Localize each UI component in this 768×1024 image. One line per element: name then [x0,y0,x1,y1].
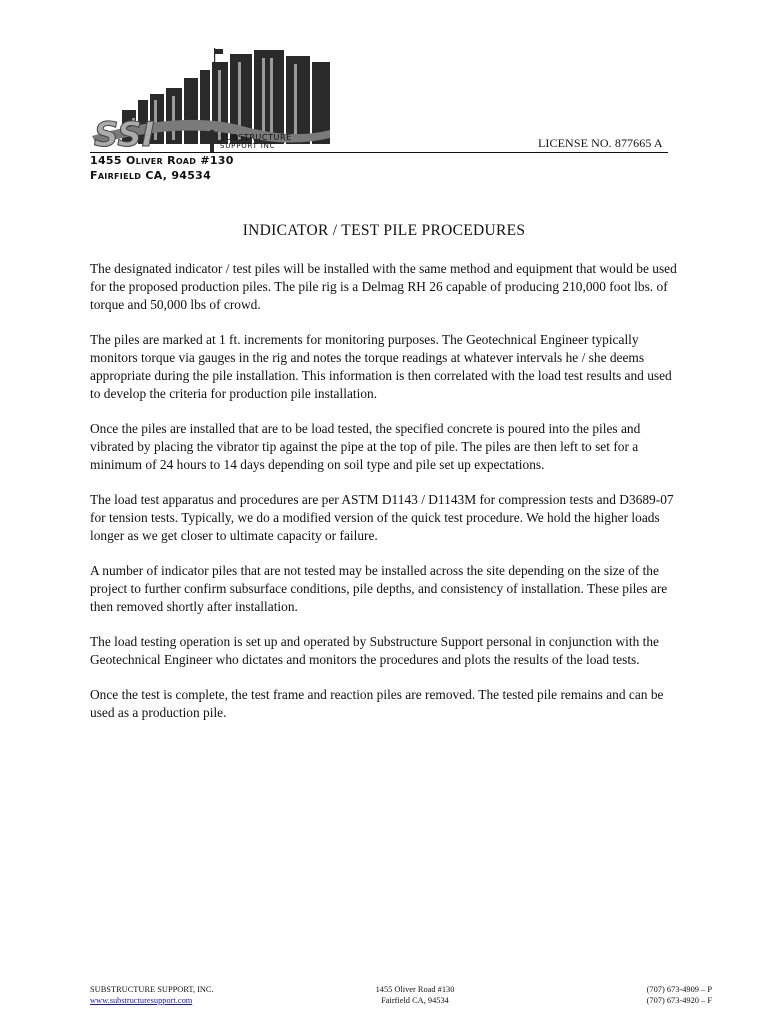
paragraph-7: Once the test is complete, the test frame and reaction piles are removed. The tested pile remains and can be used as a production pile. [90,687,664,720]
footer-fax: (707) 673-4920 – F [646,996,712,1005]
footer-company: SUBSTRUCTURE SUPPORT, INC. [90,985,214,994]
footer-address-block [340,984,490,1006]
license-number: LICENSE NO. 877665 A [538,136,663,150]
footer-contact-block [562,984,712,1006]
paragraph-4: The load test apparatus and procedures are per ASTM D1143 / D1143M for compression tests and D3689-07 for tension tests. Typically, we do a modified version of the quick test procedure. We hold the higher loads longer as we get closer to ultimate capacity or failure. [90,492,674,543]
paragraph-3: Once the piles are installed that are to be load tested, the specified concrete is poured into the piles and vibrated by placing the vibrator tip against the pipe at the top of pile. The piles are then left to set for a minimum of 24 hours to 14 days depending on soil type and pile set up expectations. [90,421,641,472]
footer-phone: (707) 673-4909 – P [646,985,712,994]
footer-address-line-2: Fairfield CA, 94534 [381,996,449,1005]
address-line-2: Fairfield CA, 94534 [90,169,212,182]
address-line-1: 1455 Oliver Road #130 [90,154,234,167]
svg-text:SUPPORT INC: SUPPORT INC [220,142,276,150]
footer-address-line-1: 1455 Oliver Road #130 [375,985,455,994]
svg-text:SSI: SSI [94,115,155,154]
document-body [90,260,680,739]
company-logo [92,48,334,154]
document-title: INDICATOR / TEST PILE PROCEDURES [242,222,526,239]
paragraph-1: The designated indicator / test piles will be installed with the same method and equipment that would be used for the proposed production piles. The pile rig is a Delmag RH 26 capable of producing 210,000 foot lbs. of torque and 50,000 lbs of crowd. [90,261,677,312]
svg-text:SUBSTRUCTURE: SUBSTRUCTURE [220,133,292,142]
footer-website-link[interactable]: www.substructuresupport.com [90,996,193,1005]
header-address [90,153,234,183]
footer-company-block [90,984,214,1006]
paragraph-2: The piles are marked at 1 ft. increments for monitoring purposes. The Geotechnical Engineer typically monitors torque via gauges in the rig and notes the torque readings at whatever intervals he / she deems appropriate during the pile installation. This information is then correlated with the load test results and used to develop the criteria for production pile installation. [90,332,672,401]
paragraph-6: The load testing operation is set up and operated by Substructure Support personal in conjunction with the Geotechnical Engineer who dictates and monitors the procedures and plots the results of the load tests. [90,634,659,667]
paragraph-5: A number of indicator piles that are not tested may be installed across the site depending on the size of the project to further confirm subsurface conditions, pile depths, and consistency of installation. These piles are then removed shortly after installation. [90,563,668,614]
